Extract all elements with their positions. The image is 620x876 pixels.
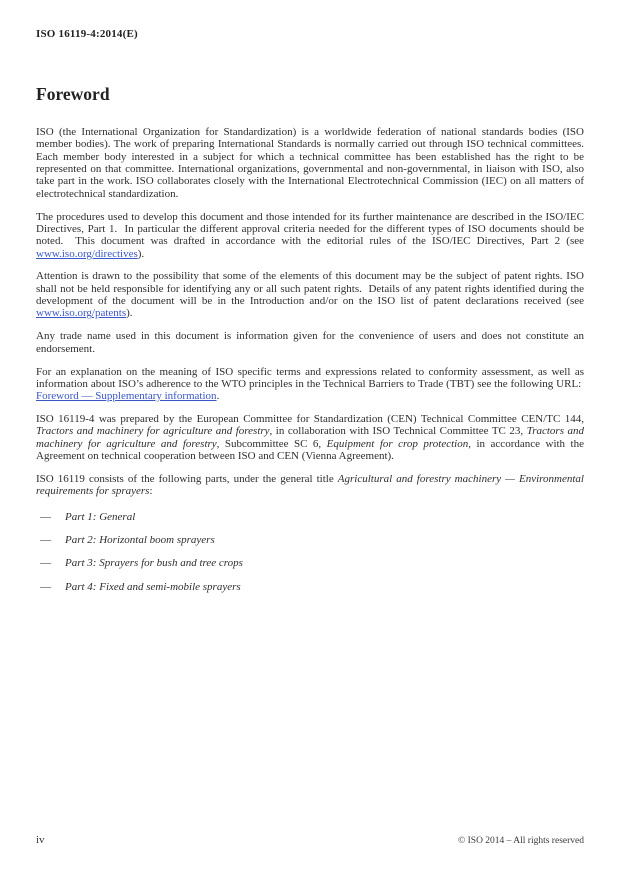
text-segment: , in accordance with the Agreement on technical cooperation between ISO and CEN (Vienna Agreement).	[36, 437, 584, 463]
paragraph	[36, 270, 584, 319]
list-item	[36, 511, 584, 523]
text-segment: , in collaboration with ISO Technical Committee TC 23,	[269, 425, 527, 438]
paragraph	[36, 126, 584, 200]
list-dash: —	[40, 580, 51, 593]
text-segment: Any trade name used in this document is information given for the convenience of users and does not constitute an endorsement.	[36, 330, 584, 355]
iso-patents-link[interactable]: www.iso.org/patents	[36, 307, 127, 320]
text-segment: .	[216, 390, 220, 403]
text-segment: Part 1: General	[65, 510, 136, 523]
list-item	[36, 534, 584, 546]
text-segment: :	[149, 485, 153, 498]
page-number: iv	[36, 834, 45, 846]
text-segment: ).	[137, 247, 145, 260]
text-segment: Agricultural and forestry machinery — Environmental requirements for sprayers	[36, 472, 584, 498]
foreword-supplementary-information-link[interactable]: Foreword — Supplementary information	[36, 390, 217, 403]
paragraph	[36, 366, 584, 403]
text-segment: The procedures used to develop this document and those intended for its further maintenance are described in the ISO/IEC Directives, Part 1. In particular the different approval criteria needed for the different types of ISO documents should be noted. This document was drafted in accordance with the editorial rules of the ISO/IEC Directives, Part 2 (see	[36, 210, 584, 248]
page-title: Foreword	[36, 84, 110, 104]
list-dash: —	[40, 557, 51, 570]
text-segment: ISO 16119 consists of the following parts, under the general title	[36, 472, 338, 485]
list-dash: —	[40, 510, 51, 523]
copyright-notice: © ISO 2014 – All rights reserved	[458, 836, 584, 846]
text-segment: Tractors and machinery for agriculture and forestry	[36, 425, 270, 438]
text-segment: ).	[126, 307, 133, 320]
list-dash: —	[40, 533, 51, 546]
paragraph	[36, 330, 584, 355]
text-segment: Part 4: Fixed and semi-mobile sprayers	[65, 580, 241, 593]
iso-directives-link[interactable]: www.iso.org/directives	[36, 247, 138, 260]
page-footer	[36, 834, 584, 846]
text-segment: Part 3: Sprayers for bush and tree crops	[65, 557, 243, 570]
text-segment: Tractors and machinery for agriculture and forestry	[36, 425, 584, 450]
text-segment: Attention is drawn to the possibility that some of the elements of this document may be the subject of patent rights. ISO shall not be held responsible for identifying any or all such patent rights. Details of any patent rights identified during the development of the document will be in the Introduction and/or on the ISO list of patent declarations received (see	[36, 270, 584, 308]
paragraph	[36, 211, 584, 260]
list-item	[36, 557, 584, 569]
paragraph	[36, 413, 584, 462]
paragraph	[36, 473, 584, 498]
foreword-content	[36, 126, 584, 593]
text-segment: ISO (the International Organization for Standardization) is a worldwide federation of national standards bodies (ISO member bodies). The work of preparing International Standards is normally carried out through ISO technical committees. Each member body interested in a subject for which a technical committee has been established has the right to be represented on that committee. International organizations, governmental and non-governmental, in liaison with ISO, also take part in the work. ISO collaborates closely with the International Electrotechnical Commission (IEC) on all matters of electrotechnical standardization.	[36, 126, 584, 200]
document-reference: ISO 16119-4:2014(E)	[36, 28, 138, 40]
list-item	[36, 581, 584, 593]
text-segment: For an explanation on the meaning of ISO specific terms and expressions related to conformity assessment, as well as information about ISO’s adherence to the WTO principles in the Technical Barriers to Trade (TBT) see the following URL:	[36, 365, 584, 390]
text-segment: Equipment for crop protection	[326, 437, 469, 450]
text-segment: ISO 16119-4 was prepared by the European Committee for Standardization (CEN) Technical Committee CEN/TC 144,	[36, 413, 584, 426]
text-segment: Part 2: Horizontal boom sprayers	[65, 533, 215, 546]
text-segment: , Subcommittee SC 6,	[216, 437, 327, 450]
